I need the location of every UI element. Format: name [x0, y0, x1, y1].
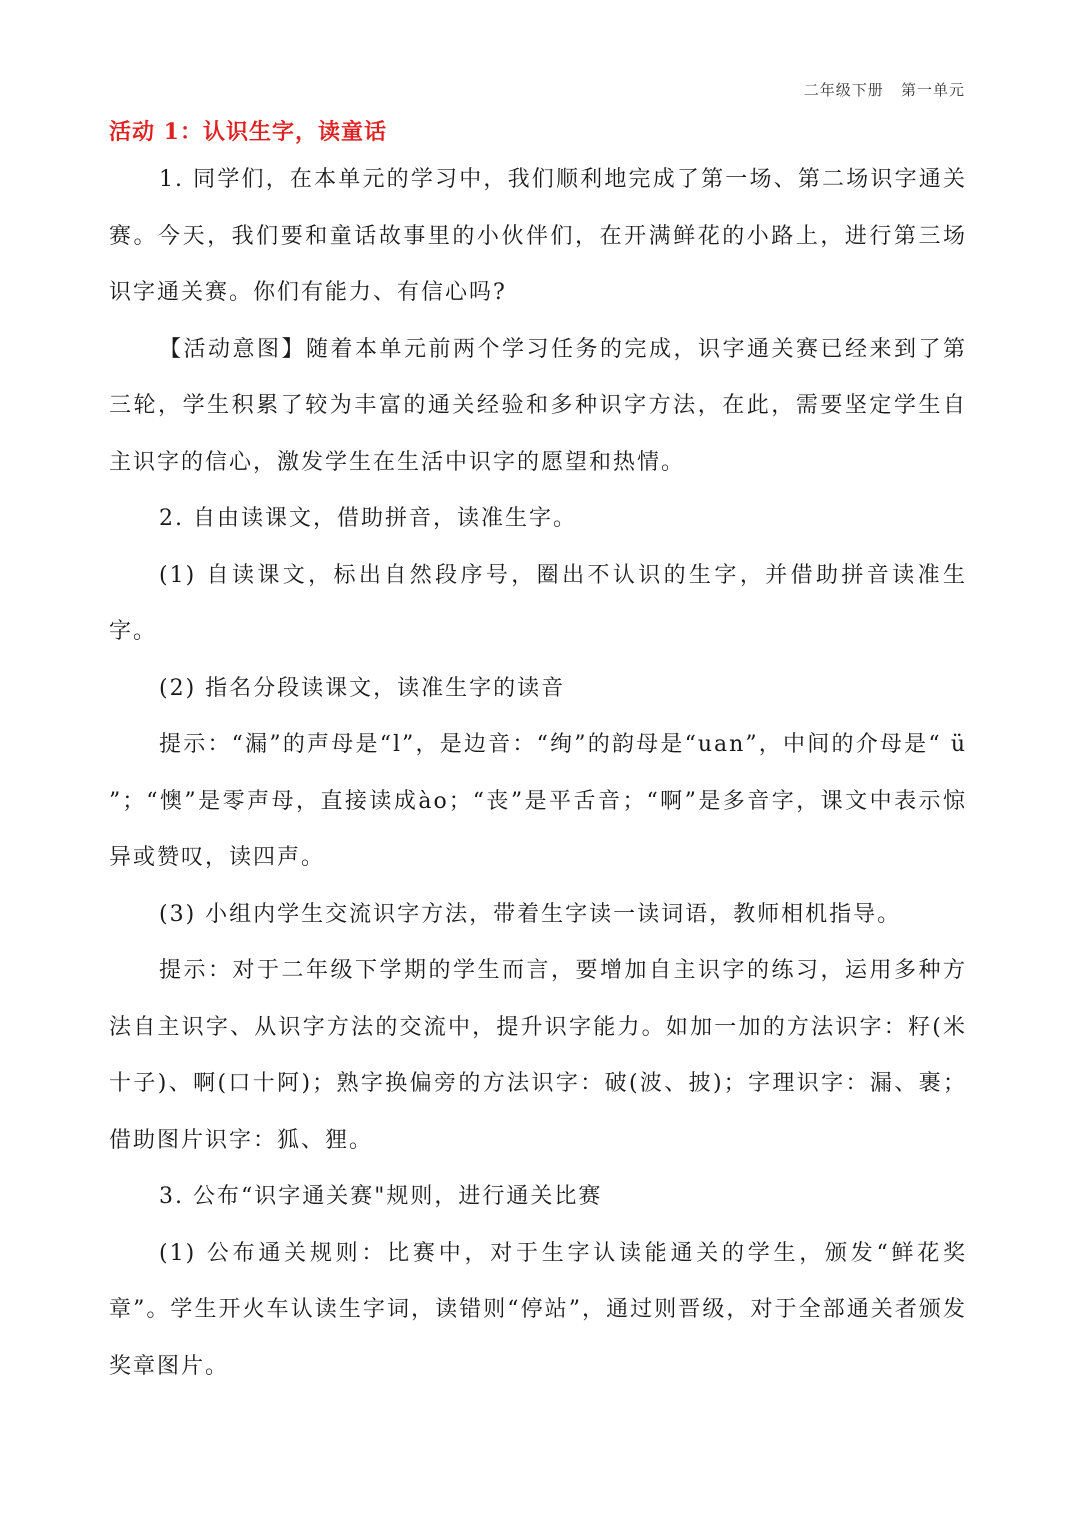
- paragraph-activity-intent: 【活动意图】随着本单元前两个学习任务的完成，识字通关赛已经来到了第三轮，学生积累了较为丰富的通关经验和多种识字方法，在此，需要坚定学生自主识字的信心，激发学生在生活中识字的愿望和热情。: [109, 336, 967, 475]
- paragraph-hint-pronunciation: 提示：“漏”的声母是“l”，是边音：“绚”的韵母是“uan”，中间的介母是“ ü ”；“懊”是零声母，直接读成ào；“丧”是平舌音；“啊”是多音字，课文中表示惊异或赞叹，读四声。: [109, 732, 967, 870]
- paragraph-step-2: 2. 自由读课文，借助拼音，读准生字。: [159, 506, 577, 531]
- paragraph-hint-methods: 提示：对于二年级下学期的学生而言，要增加自主识字的练习，运用多种方法自主识字、从识字方法的交流中，提升识字能力。如加一加的方法识字：籽(米十子)、啊(口十阿)；熟字换偏旁的方法识字：破(波、披)；字理识字：漏、裹；借助图片识字：狐、狸。: [109, 958, 967, 1153]
- paragraph-step-2-2: (2) 指名分段读课文，读准生字的读音: [159, 675, 566, 701]
- page-header: 二年级下册 第一单元: [803, 81, 965, 99]
- activity-title: 活动 1：认识生字，读童话: [109, 119, 387, 145]
- paragraph-step-3: 3. 公布“识字通关赛"规则，进行通关比赛: [159, 1184, 603, 1209]
- paragraph-step-2-1: (1) 自读课文，标出自然段序号，圈出不认识的生字，并借助拼音读准生字。: [109, 562, 967, 644]
- paragraph-intro: 1. 同学们，在本单元的学习中，我们顺利地完成了第一场、第二场识字通关赛。今天，我们要和童话故事里的小伙伴们，在开满鲜花的小路上，进行第三场识字通关赛。你们有能力、有信心吗?: [109, 167, 967, 305]
- paragraph-step-2-3: (3) 小组内学生交流识字方法，带着生字读一读词语，教师相机指导。: [159, 901, 902, 927]
- paragraph-step-3-1: (1) 公布通关规则：比赛中，对于生字认读能通关的学生，颁发“鲜花奖章”。学生开火车认读生字词，读错则“停站”，通过则晋级，对于全部通关者颁发奖章图片。: [109, 1240, 967, 1379]
- document-body: [109, 112, 967, 1395]
